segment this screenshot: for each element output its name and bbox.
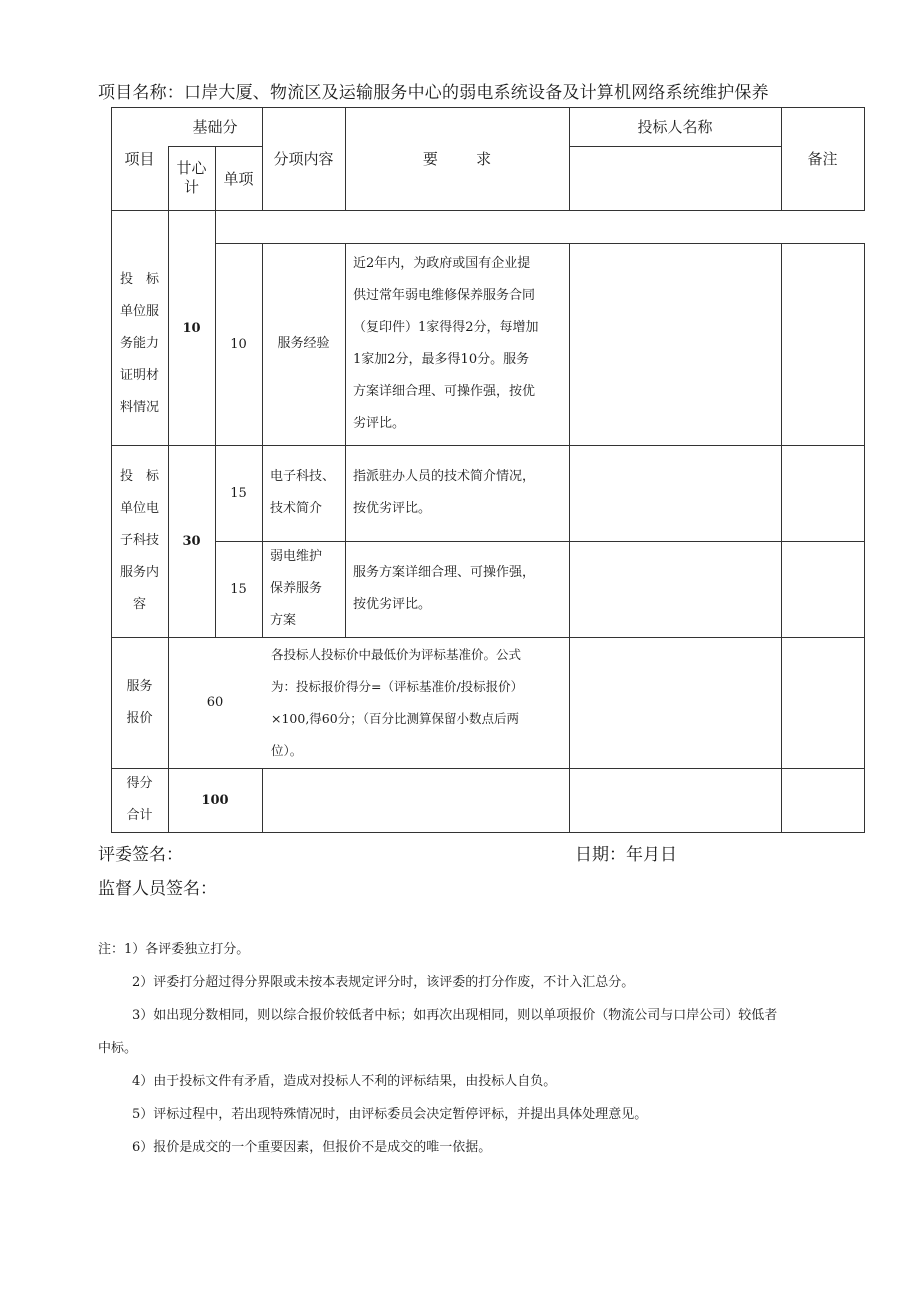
row3-score: 60 [206,695,224,710]
row2b-requirement: 服务方案详细合理、可操作强， 按优劣评比。 [353,565,536,612]
header-single: 单项 [223,169,254,188]
judge-signature-label: 评委签名： [98,845,183,865]
note-6: 6）报价是成交的一个重要因素，但报价不是成交的唯一依据。 [132,1140,492,1155]
note-4: 4）由于投标文件有矛盾，造成对投标人不利的评标结果，由投标人自负。 [132,1074,557,1089]
row4-item: 得分 合计 [126,776,153,823]
header-requirement: 要 求 [422,150,492,168]
note-3-cont: 中标。 [98,1041,138,1056]
header-remarks: 备注 [807,150,838,168]
note-1: 注：1）各评委独立打分。 [98,942,250,957]
header-item: 项目 [124,150,155,168]
row3-item: 服务 报价 [126,678,153,726]
row1-requirement: 近2年内，为政府或国有企业提 供过常年弱电维修保养服务合同 （复印件）1家得得2分，每增加 1家加2分，最多得10分。服务 方案详细合理、可操作强，按优 劣评比。 [353,256,539,431]
row1-subtotal: 10 [182,320,201,336]
row1-sub-content: 服务经验 [277,336,330,351]
header-base-score: 基础分 [192,118,238,136]
row1-single: 10 [230,336,247,352]
row4-score: 100 [201,792,229,808]
header-subtotal: 廿心 计 [176,159,207,196]
row2-subtotal: 30 [182,533,201,549]
note-3: 3）如出现分数相同，则以综合报价较低者中标；如再次出现相同，则以单项报价（物流公司与口岸公司）较低者 [132,1008,778,1023]
header-bidder-name: 投标人名称 [637,118,713,136]
project-title: 项目名称：口岸大厦、物流区及运输服务中心的弱电系统设备及计算机网络系统维护保养 [98,83,769,103]
row2a-requirement: 指派驻办人员的技术简介情况， 按优劣评比。 [353,469,536,516]
header-sub-content: 分项内容 [273,150,334,168]
note-2: 2）评委打分超过得分界限或未按本表规定评分时，该评委的打分作废，不计入汇总分。 [132,975,635,990]
row2-item: 投 标 单位电 子科技 服务内 容 [119,469,159,612]
row2b-sub-content: 弱电维护 保养服务 方案 [270,549,323,628]
supervisor-signature-label: 监督人员签名： [98,879,217,899]
date-label: 日期：年月日 [575,845,677,865]
row1-item: 投 标 单位服 务能力 证明材 料情况 [119,272,159,415]
row3-requirement: 各投标人投标价中最低价为评标基准价。公式 为：投标报价得分=（评标基准价/投标报价） ×100,得60分；（百分比测算保留小数点后两 位）。 [271,646,524,758]
row2a-single: 15 [230,485,247,501]
note-5: 5）评标过程中，若出现特殊情况时，由评标委员会决定暂停评标，并提出具体处理意见。 [132,1107,648,1122]
row2b-single: 15 [230,581,247,597]
row2a-sub-content: 电子科技、 技术简介 [270,469,336,516]
